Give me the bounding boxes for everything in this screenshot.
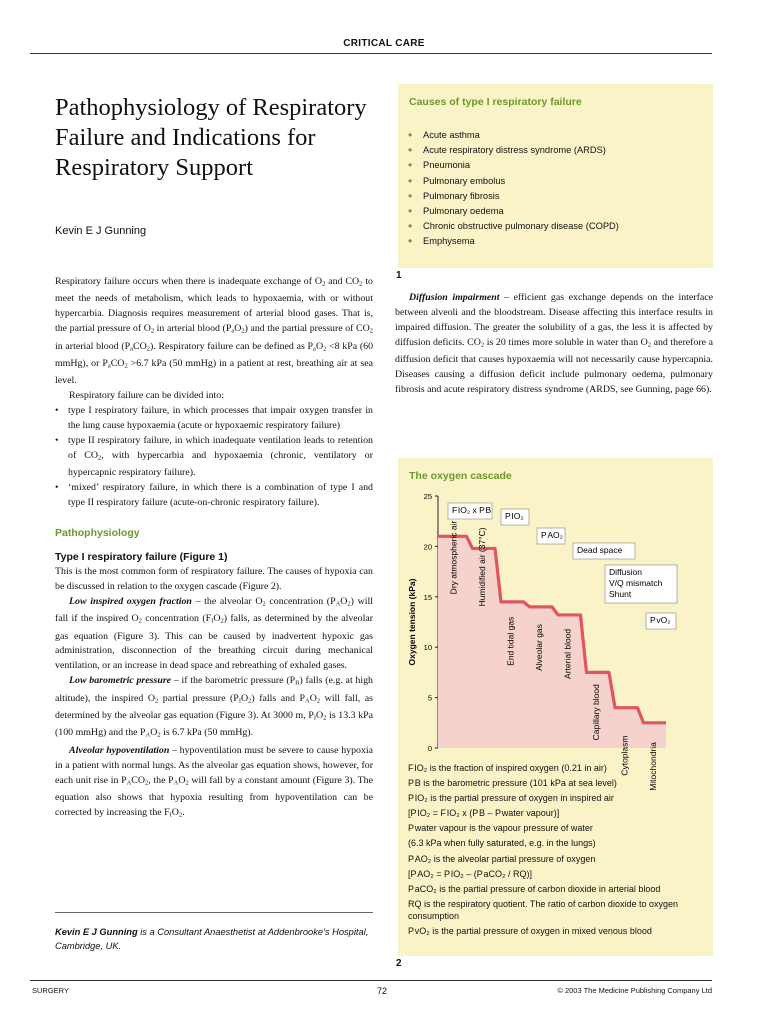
legend-pvo2: P vO₂ is the partial pressure of oxygen in mixed venous blood [408,926,652,937]
author-bio: Kevin E J Gunning is a Consultant Anaesthetist at Addenbrooke’s Hospital, Cambridge, UK. [55,927,369,951]
y-tick-label: 10 [423,643,432,653]
intro-paragraph: Respiratory failure occurs when there is inadequate exchange of $O_2$ and $CO_2$ to meet the needs of metabolism, which leads to hypoxaemia, with or without hypercarbia. Diagnosis requires measurement of arterial blood gases. That is, the partial pressure of $O_2$ in arterial blood $(P_aO_2)$ and the partial pressure of $CO_2$ in arterial blood $(P_aCO_2)$. Respiratory failure can be defined as $P_aO_2 <8$ kPa (60 mmHg), or $P_aCO_2 >6.7$ kPa (50 mmHg) in a patient at rest, breathing air at sea level. [55,276,374,387]
legend-pwater: P water vapour is the vapour pressure of water (6.3 kPa when fully saturated, e.g. in the lungs) [408,823,596,849]
list-item: • Pneumonia [408,158,619,173]
legend-rq: RQ is the respiratory quotient. The ratio of carbon dioxide to oxygen consumption [408,898,678,921]
y-tick-label: 15 [423,592,432,602]
y-axis-label: Oxygen tension (kPa) [407,578,417,666]
divided-paragraph: Respiratory failure can be divided into: [69,390,224,402]
oxygen-cascade-box [398,458,713,956]
y-tick-label: 5 [427,693,432,703]
y-tick-label: 20 [423,542,432,552]
stage-label: Alveolar gas [533,624,544,671]
legend-paco2: P aCO₂ is the partial pressure of carbon dioxide in arterial blood [408,883,661,894]
bio-rule [55,912,373,913]
annotation-diffusion-vq-shunt: Diffusion [609,567,642,577]
y-tick-label: 25 [423,492,432,501]
list-item: • Chronic obstructive pulmonary disease (COPD) [408,219,619,234]
stage-label: Capillary blood [590,684,601,741]
type1-paragraph: This is the most common form of respiratory failure. The causes of hypoxia can be discussed in relation to the oxygen cascade (Figure 2). [55,565,373,592]
stage-label: Dry atmospheric air [448,520,459,595]
page-footer [32,986,712,998]
right-column-text [395,291,713,398]
low-barometric-paragraph: Low barometric pressure – if the barometric pressure $(P_B)$ falls (e.g. at high altitude), the inspired $O_2$ partial pressure $(P_IO_2)$ falls and $P_AO_2$ will fall, as determined by the alveolar gas equation (Figure 3). At 3000 m, $P_IO_2$ is 13.3 kPa (100 mmHg) and the $P_AO_2$ is 6.7 kPa (50 mmHg). [55,675,374,739]
list-item: • Pulmonary fibrosis [408,189,619,204]
pathophysiology-heading: Pathophysiology [55,527,140,540]
footer-rule [30,980,712,981]
failure-types-list [55,404,373,511]
list-item: • type I respiratory failure, in which processes that impair oxygen transfer in the lung cause hypoxaemia (acute or hypoxaemic respiratory failure) [55,404,373,434]
list-item: • Acute asthma [408,128,619,143]
cascade-title: The oxygen cascade [409,470,512,482]
list-item: • Emphysema [408,234,619,249]
stage-label: Arterial blood [562,628,573,679]
annotation-diffusion-vq-shunt: V/Q mismatch [609,578,663,588]
article-title: Pathophysiology of Respiratory Failure and Indications for Respiratory Support [55,94,367,181]
stage-label: Mitochondria [647,742,658,791]
left-column [55,275,373,823]
causes-type1-box [398,84,713,268]
type1-heading: Type I respiratory failure (Figure 1) [55,551,228,563]
list-item: • Pulmonary oedema [408,204,619,219]
stage-label: End tidal gas [505,616,516,666]
annotation-fio2-pb: F IO₂ x P B [452,505,492,515]
footer-journal: SURGERY [32,986,69,995]
annotation-pvo2: P vO₂ [650,615,671,625]
y-tick-label: 0 [427,744,432,753]
list-item: • Pulmonary embolus [408,174,619,189]
page-number: 72 [377,986,388,996]
legend-pb: P B is the barometric pressure (101 kPa at sea level) [408,778,617,789]
annotation-dead-space: Dead space [577,545,623,555]
hypoventilation-paragraph: Alveolar hypoventilation – hypoventilation must be severe to cause hypoxia in a patient with normal lungs. As the alveolar gas equation shows, however, for each unit rise in $P_ACO_2$, the $P_AO_2$ will fall by a constant amount (Figure 3). The equation also shows that hypoxia resulting from hypoventilation can be corrected by increasing the $F_IO_2$. [55,744,374,819]
list-item: • type II respiratory failure, in which inadequate ventilation leads to retention of $CO_2$, with hypercarbia and hypoxaemia (chronic, ventilatory or hypercapnic respiratory failure). [55,434,373,481]
causes-list [408,128,619,250]
legend-pao2: P AO₂ is the alveolar partial pressure of oxygen [P AO₂ = P IO₂ – (P aCO₂ / RQ)] [408,853,596,879]
journal-section-header: CRITICAL CARE [343,38,425,49]
annotation-pio2: P IO₂ [505,511,524,521]
figure-1-number: 1 [396,270,402,281]
diffusion-paragraph: Diffusion impairment – efficient gas exchange depends on the interface between alveoli and the bloodstream. Disease affecting this interface results in impaired diffusion. The greater the solubility of a gas, the less it is affected by diffusion deficits. $CO_2$ is 20 times more soluble in water than $O_2$ and therefore a diffusion deficit that causes hypoxaemia will not necessarily cause hypercapnia. Diseases causing a diffusion deficit include pulmonary oedema, pulmonary fibrosis and acute respiratory distress syndrome (ARDS, see Gunning, page 66). [395,292,714,395]
low-oxygen-paragraph: Low inspired oxygen fraction – the alveolar $O_2$ concentration $(P_AO_2)$ will fall if the inspired $O_2$ concentration $(F_IO_2)$ falls, as determined by the alveolar gas equation (Figure 3). This can be caused by inadvertent hypoxic gas administration, disconnection of the breathing circuit during mechanical ventilation, or an increase in dead space and rebreathing of exhaled gases. [55,595,373,672]
list-item: • ‘mixed’ respiratory failure, in which there is a combination of type I and type II respiratory failure (acute-on-chronic respiratory failure). [55,481,373,511]
figure-2-number: 2 [396,958,402,969]
causes-box-title: Causes of type I respiratory failure [409,96,582,108]
annotation-diffusion-vq-shunt: Shunt [609,589,632,599]
copyright: © 2003 The Medicine Publishing Company Ltd [557,986,712,995]
legend-fio2: F IO₂ is the fraction of inspired oxygen (0.21 in air) [408,763,607,773]
cascade-legend [408,762,708,940]
list-item: • Acute respiratory distress syndrome (ARDS) [408,143,619,158]
article-author: Kevin E J Gunning [55,225,147,237]
header-rule [30,53,712,54]
stage-label: Cytoplasm [619,735,630,776]
legend-pio2: P IO₂ is the partial pressure of oxygen in inspired air [P IO₂ = F IO₂ x (P B – P water vapour)] [408,793,614,819]
annotation-pao2: P AO₂ [541,530,563,540]
stage-label: Humidified air (37°C) [476,527,487,607]
